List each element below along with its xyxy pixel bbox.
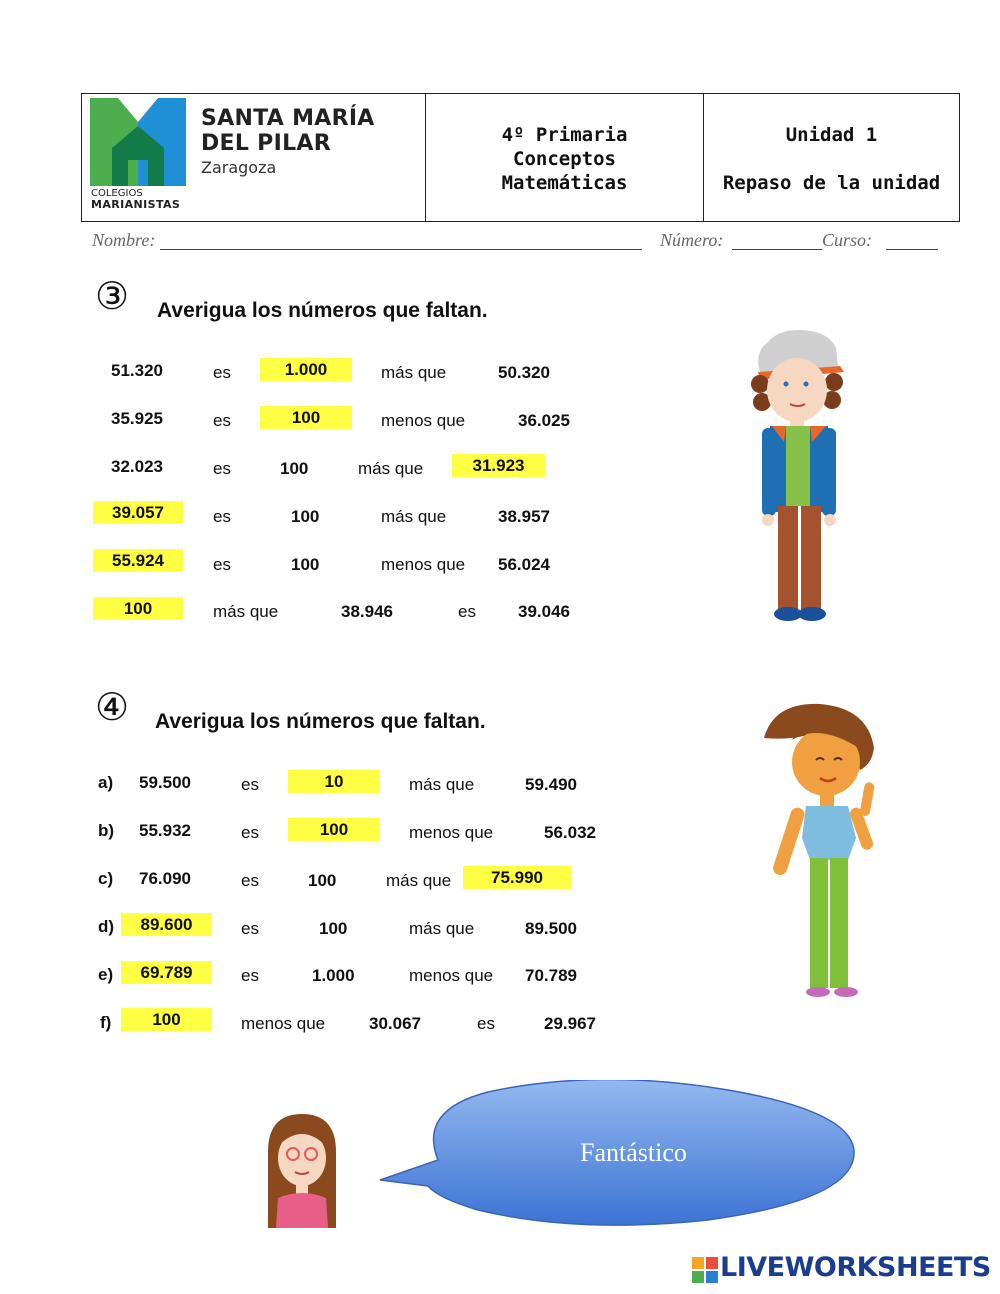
ex3-row4-relation: más que bbox=[381, 507, 447, 526]
school-city: Zaragoza bbox=[201, 158, 277, 177]
logo-caption-bottom: MARIANISTAS bbox=[91, 198, 181, 211]
ex3-row4-answer[interactable]: 39.057 bbox=[93, 501, 183, 524]
logo-caption-top: COLEGIOS bbox=[91, 188, 143, 199]
ex3-row2-number: 35.925 bbox=[111, 409, 163, 428]
ex4-b-answer[interactable]: 100 bbox=[288, 818, 380, 841]
ex4-c-number: 76.090 bbox=[139, 869, 191, 888]
ex3-row5-compare: 56.024 bbox=[498, 555, 550, 574]
ex4-a-relation: más que bbox=[409, 775, 475, 794]
ex4-f-relation: menos que bbox=[241, 1014, 326, 1033]
course-cell bbox=[426, 94, 704, 221]
ex3-row1-number: 51.320 bbox=[111, 361, 163, 380]
course-field[interactable] bbox=[886, 249, 938, 250]
ex3-row5-word: es bbox=[213, 555, 231, 574]
ex3-row2-word: es bbox=[213, 411, 231, 430]
liveworksheets-brand[interactable]: LIVEWORKSHEETS bbox=[720, 1252, 991, 1283]
course-topic-line1: Conceptos bbox=[513, 148, 616, 170]
ex3-row4-difference: 100 bbox=[291, 507, 320, 526]
ex4-f-compare: 30.067 bbox=[369, 1014, 421, 1033]
ex4-d-compare: 89.500 bbox=[525, 919, 577, 938]
ex4-e-word: es bbox=[241, 966, 259, 985]
ex4-d-difference: 100 bbox=[319, 919, 348, 938]
liveworksheets-logo-icon bbox=[692, 1257, 718, 1283]
ex4-label-e: e) bbox=[98, 965, 114, 984]
ex4-b-word: es bbox=[241, 823, 259, 842]
ex3-row3-relation: más que bbox=[358, 459, 424, 478]
ex3-row6-compare: 38.946 bbox=[341, 602, 393, 621]
exercise-4-number: ④ bbox=[95, 685, 130, 729]
unit-title: Repaso de la unidad bbox=[722, 172, 941, 194]
ex3-row3-answer[interactable]: 31.923 bbox=[452, 454, 545, 477]
ex3-row1-relation: más que bbox=[381, 363, 447, 382]
feedback-text: Fantástico bbox=[580, 1138, 687, 1167]
ex4-c-answer[interactable]: 75.990 bbox=[463, 866, 571, 889]
ex4-c-word: es bbox=[241, 871, 259, 890]
school-logo-icon bbox=[90, 98, 186, 186]
school-name bbox=[201, 106, 375, 156]
number-field[interactable] bbox=[732, 249, 822, 250]
name-field[interactable] bbox=[160, 249, 642, 250]
ex3-row3-difference: 100 bbox=[280, 459, 309, 478]
ex3-row6-answer[interactable]: 100 bbox=[93, 597, 183, 620]
ex4-b-relation: menos que bbox=[409, 823, 494, 842]
ex4-b-compare: 56.032 bbox=[544, 823, 596, 842]
ex4-c-relation: más que bbox=[386, 871, 452, 890]
ex4-d-relation: más que bbox=[409, 919, 475, 938]
ex4-e-answer[interactable]: 69.789 bbox=[121, 961, 212, 984]
ex3-row6-word: es bbox=[458, 602, 476, 621]
ex3-row3-number: 32.023 bbox=[111, 457, 163, 476]
ex4-e-compare: 70.789 bbox=[525, 966, 577, 985]
ex3-row3-word: es bbox=[213, 459, 231, 478]
ex3-row5-answer[interactable]: 55.924 bbox=[93, 549, 183, 572]
ex3-row6-relation: más que bbox=[213, 602, 279, 621]
ex4-a-compare: 59.490 bbox=[525, 775, 577, 794]
ex4-label-f: f) bbox=[100, 1013, 112, 1032]
ex4-b-number: 55.932 bbox=[139, 821, 191, 840]
exercise-3-number: ③ bbox=[95, 274, 130, 318]
ex3-row4-word: es bbox=[213, 507, 231, 526]
ex4-d-word: es bbox=[241, 919, 259, 938]
course-grade: 4º Primaria bbox=[501, 124, 628, 146]
number-label: Número: bbox=[660, 230, 724, 250]
ex4-c-difference: 100 bbox=[308, 871, 337, 890]
girl-illustration bbox=[264, 1112, 340, 1230]
ex4-f-answer[interactable]: 100 bbox=[121, 1008, 212, 1031]
unit-cell bbox=[704, 94, 959, 221]
ex3-row2-compare: 36.025 bbox=[518, 411, 570, 430]
exercise-4-title: Averigua los números que faltan. bbox=[155, 710, 486, 733]
ex4-a-word: es bbox=[241, 775, 259, 794]
ex3-row1-compare: 50.320 bbox=[498, 363, 550, 382]
ex3-row4-compare: 38.957 bbox=[498, 507, 550, 526]
unit-number: Unidad 1 bbox=[785, 124, 878, 146]
ex3-row5-relation: menos que bbox=[381, 555, 466, 574]
boy-pointing-illustration bbox=[744, 700, 884, 1002]
ex4-a-number: 59.500 bbox=[139, 773, 191, 792]
ex4-d-answer[interactable]: 89.600 bbox=[121, 913, 212, 936]
logo-caption bbox=[91, 188, 180, 211]
ex4-label-c: c) bbox=[98, 869, 114, 888]
ex4-f-word: es bbox=[477, 1014, 495, 1033]
course-label: Curso: bbox=[822, 230, 873, 250]
ex4-e-difference: 1.000 bbox=[312, 966, 355, 985]
boy-cap-illustration bbox=[748, 322, 852, 624]
exercise-3-title: Averigua los números que faltan. bbox=[157, 299, 488, 322]
ex4-e-relation: menos que bbox=[409, 966, 494, 985]
ex3-row6-result: 39.046 bbox=[518, 602, 570, 621]
school-name-line1: SANTA MARÍA bbox=[201, 106, 375, 131]
ex4-label-d: d) bbox=[98, 917, 115, 936]
school-cell bbox=[82, 94, 426, 221]
ex3-row1-answer[interactable]: 1.000 bbox=[260, 358, 352, 381]
ex3-row2-answer[interactable]: 100 bbox=[260, 406, 352, 429]
name-label: Nombre: bbox=[92, 230, 156, 250]
ex3-row5-difference: 100 bbox=[291, 555, 320, 574]
ex3-row1-word: es bbox=[213, 363, 231, 382]
school-name-line2: DEL PILAR bbox=[201, 131, 331, 156]
ex4-a-answer[interactable]: 10 bbox=[288, 770, 380, 793]
header-table bbox=[81, 93, 960, 222]
ex4-label-a: a) bbox=[98, 773, 114, 792]
course-topic-line2: Matemáticas bbox=[501, 172, 628, 194]
ex4-label-b: b) bbox=[98, 821, 115, 840]
ex3-row2-relation: menos que bbox=[381, 411, 466, 430]
ex4-f-result: 29.967 bbox=[544, 1014, 596, 1033]
